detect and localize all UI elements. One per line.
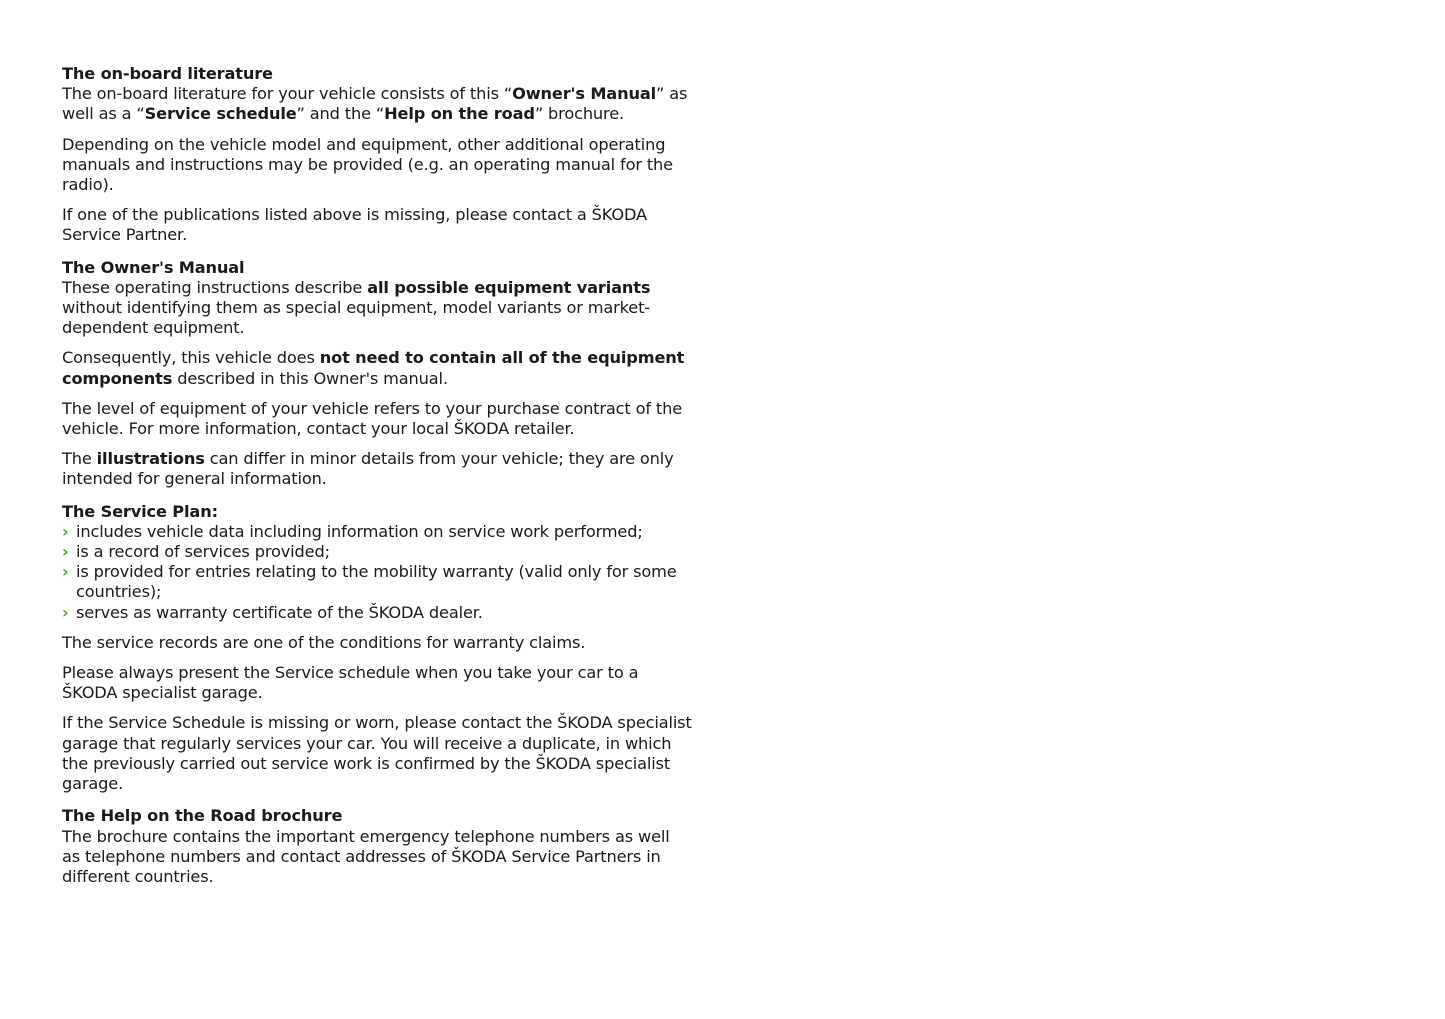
chevron-right-icon: ›: [62, 521, 69, 541]
bold-owners-manual: Owner's Manual: [512, 84, 656, 104]
list-item: [62, 542, 692, 562]
text-run: These operating instructions describe: [62, 277, 368, 297]
manual-paragraph-2: [62, 348, 692, 388]
help-road-paragraph-1: The brochure contains the important emergency telephone numbers as well as telephone numbers and contact addresses of ŠKODA Service Partners in different countries.: [62, 826, 670, 886]
list-item: [62, 562, 692, 602]
text-run: ” and the “: [296, 104, 385, 124]
bold-help-on-the-road: Help on the road: [384, 104, 535, 124]
heading-service-plan: The Service Plan:: [62, 501, 218, 521]
bold-illustrations: illustrations: [96, 449, 205, 469]
text-run: The on-board literature for your vehicle consists of this “: [62, 84, 513, 104]
onboard-paragraph-3: If one of the publications listed above is missing, please contact a ŠKODA Service Partner.: [62, 205, 647, 245]
bold-all-variants: all possible equipment variants: [367, 277, 651, 297]
section-owners-manual: [62, 258, 692, 490]
heading-onboard-literature: The on-board literature: [62, 64, 273, 83]
section-help-on-the-road: [62, 806, 692, 887]
text-run: ” as well as a “: [62, 84, 688, 124]
text-run: The: [62, 449, 97, 469]
list-item-text: is provided for entries relating to the mobility warranty (valid only for some countries);: [76, 562, 677, 602]
text-run: can differ in minor details from your vehicle; they are only intended for general information.: [62, 449, 674, 489]
list-item-text: includes vehicle data including information on service work performed;: [76, 521, 643, 541]
service-plan-bullet-list: [62, 522, 692, 623]
heading-help-on-the-road: The Help on the Road brochure: [62, 806, 343, 826]
list-item-text: serves as warranty certificate of the ŠKODA dealer.: [76, 602, 483, 622]
section-service-plan: [62, 502, 692, 795]
manual-paragraph-1: [62, 278, 692, 339]
text-run: ” brochure.: [534, 104, 624, 124]
list-item: [62, 522, 692, 542]
text-run: without identifying them as special equipment, model variants or market-dependent equipment.: [62, 298, 651, 338]
service-plan-paragraph-2: Please always present the Service schedule when you take your car to a ŠKODA specialist garage.: [62, 663, 639, 703]
service-plan-paragraph-1: The service records are one of the conditions for warranty claims.: [62, 632, 586, 652]
manual-paragraph-4: [62, 449, 692, 489]
onboard-paragraph-2: Depending on the vehicle model and equipment, other additional operating manuals and instructions may be provided (e.g. an operating manual for the radio).: [62, 134, 673, 195]
text-run: described in this Owner's manual.: [172, 368, 448, 388]
chevron-right-icon: ›: [62, 602, 69, 622]
text-run: Consequently, this vehicle does: [62, 348, 320, 368]
section-onboard-literature: [62, 64, 692, 246]
document-column: [62, 64, 692, 897]
bold-service-schedule: Service schedule: [144, 104, 297, 124]
manual-paragraph-3: The level of equipment of your vehicle refers to your purchase contract of the vehicle. For more information, contact your local ŠKODA retailer.: [62, 398, 683, 439]
onboard-paragraph-1: [62, 84, 692, 124]
bold-not-all-components: not need to contain all of the equipment components: [62, 348, 685, 388]
list-item: [62, 603, 692, 623]
heading-owners-manual: The Owner's Manual: [62, 257, 245, 277]
list-item-text: is a record of services provided;: [76, 542, 330, 562]
chevron-right-icon: ›: [62, 542, 69, 562]
service-plan-paragraph-3: If the Service Schedule is missing or worn, please contact the ŠKODA specialist garage that regularly services your car. You will receive a duplicate, in which the previously carried out service work is confirmed by the ŠKODA specialist garage.: [62, 713, 692, 794]
chevron-right-icon: ›: [62, 562, 69, 582]
